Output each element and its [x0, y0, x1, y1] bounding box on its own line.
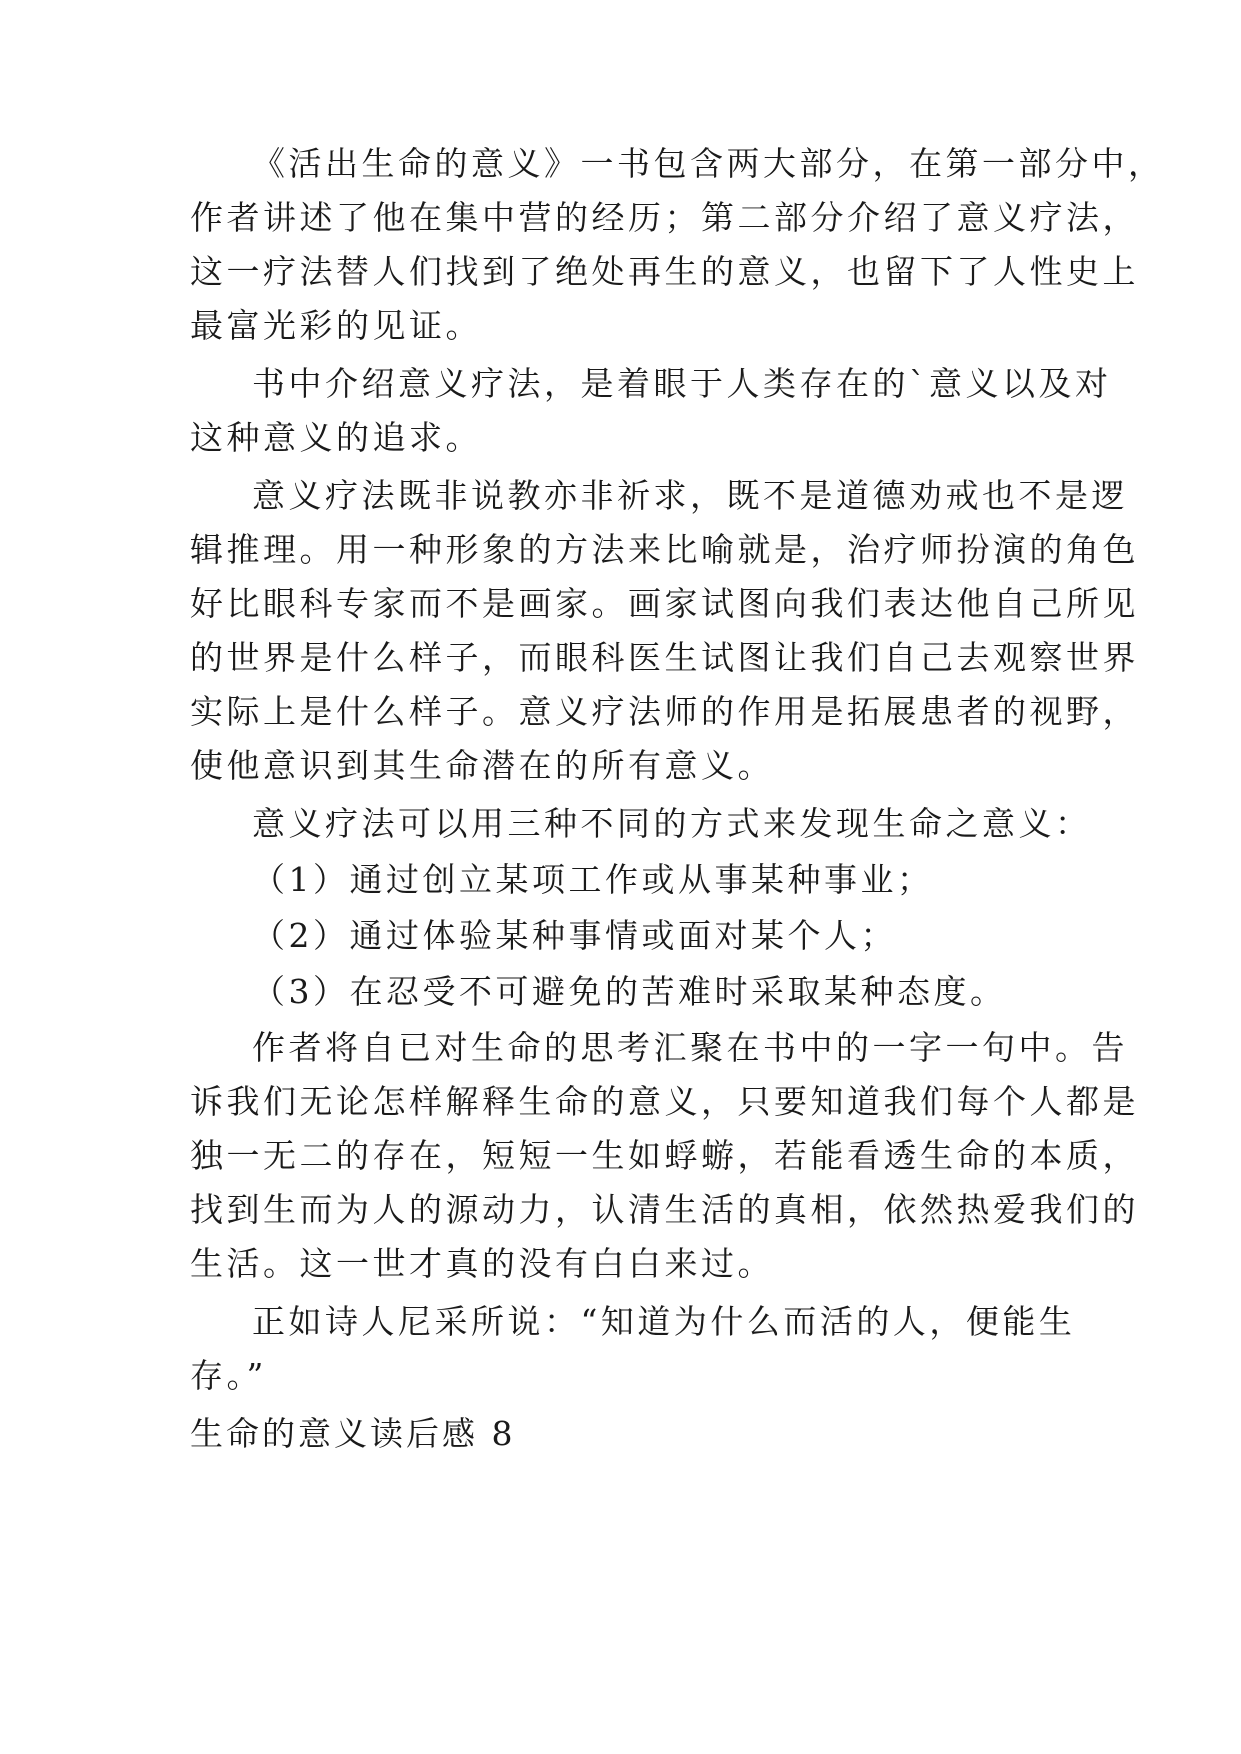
text-line: 《活出生命的意义》一书包含两大部分，在第一部分中，: [252, 144, 1165, 183]
section-heading: 生命的意义读后感 8: [190, 1414, 516, 1453]
text-line: 存。”: [190, 1356, 267, 1395]
text-line: 意义疗法既非说教亦非祈求，既不是道德劝戒也不是逻: [252, 476, 1128, 515]
text-line: 辑推理。用一种形象的方法来比喻就是，治疗师扮演的角色: [190, 530, 1139, 569]
text-line: 作者将自已对生命的思考汇聚在书中的一字一句中。告: [252, 1028, 1128, 1067]
text-line: 意义疗法可以用三种不同的方式来发现生命之意义：: [252, 804, 1092, 843]
list-item: （1）通过创立某项工作或从事某种事业；: [252, 860, 934, 899]
text-line: 好比眼科专家而不是画家。画家试图向我们表达他自己所见: [190, 584, 1139, 623]
text-line: 实际上是什么样子。意义疗法师的作用是拓展患者的视野，: [190, 692, 1139, 731]
text-line: 书中介绍意义疗法，是着眼于人类存在的`意义以及对: [252, 364, 1112, 403]
text-line: 诉我们无论怎样解释生命的意义，只要知道我们每个人都是: [190, 1082, 1139, 1121]
text-line: 使他意识到其生命潜在的所有意义。: [190, 746, 774, 785]
text-line: 最富光彩的见证。: [190, 306, 482, 345]
text-line: 生活。这一世才真的没有白白来过。: [190, 1244, 774, 1283]
list-item: （2）通过体验某种事情或面对某个人；: [252, 916, 897, 955]
text-line: 的世界是什么样子，而眼科医生试图让我们自己去观察世界: [190, 638, 1139, 677]
text-line: 独一无二的存在，短短一生如蜉蝣，若能看透生命的本质，: [190, 1136, 1139, 1175]
text-line: 作者讲述了他在集中营的经历；第二部分介绍了意义疗法，: [190, 198, 1139, 237]
text-line: 这一疗法替人们找到了绝处再生的意义，也留下了人性史上: [190, 252, 1139, 291]
list-item: （3）在忍受不可避免的苦难时采取某种态度。: [252, 972, 1007, 1011]
text-line: 找到生而为人的源动力，认清生活的真相，依然热爱我们的: [190, 1190, 1139, 1229]
text-line: 这种意义的追求。: [190, 418, 482, 457]
text-line: 正如诗人尼采所说：“知道为什么而活的人，便能生: [252, 1302, 1076, 1341]
